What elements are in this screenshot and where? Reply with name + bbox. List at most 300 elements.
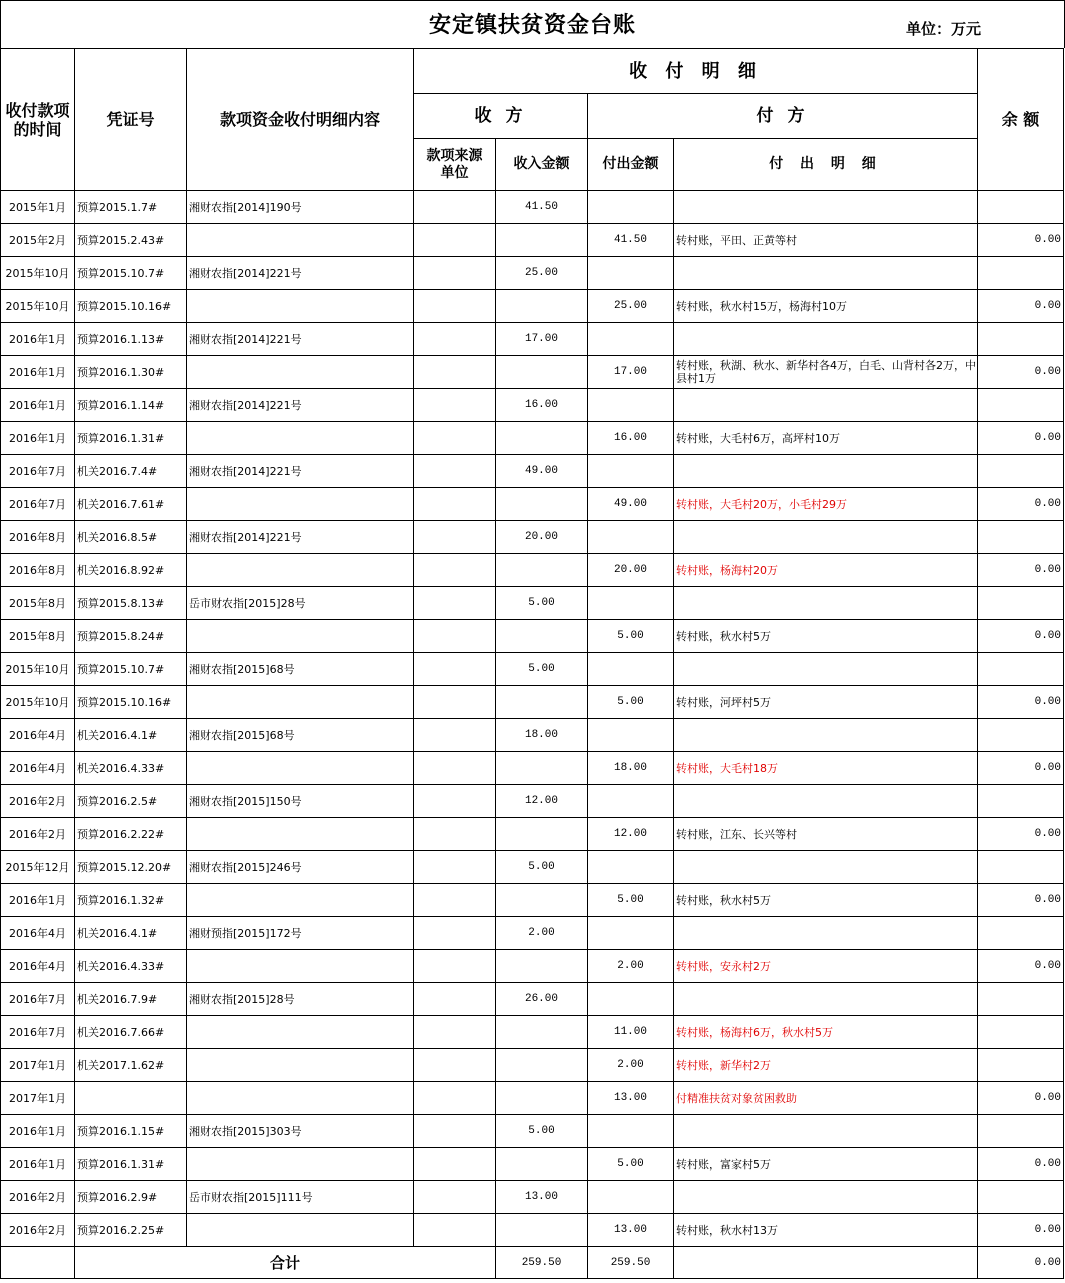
voucher-cell: 机关2016.4.33#: [75, 950, 187, 983]
detail-cell: 转村账，江东、长兴等村: [674, 818, 978, 851]
source-cell: [414, 983, 496, 1016]
source-cell: [414, 620, 496, 653]
voucher-cell: 预算2016.1.31#: [75, 1148, 187, 1181]
content-cell: [187, 488, 414, 521]
content-cell: 湘财农指[2014]221号: [187, 257, 414, 290]
table-row: [1, 983, 1064, 1016]
content-cell: 湘财农指[2015]68号: [187, 653, 414, 686]
payment-cell: 12.00: [588, 818, 674, 851]
payment-cell: [588, 323, 674, 356]
content-cell: [187, 620, 414, 653]
content-cell: 湘财预指[2015]172号: [187, 917, 414, 950]
total-detail-blank: [674, 1247, 978, 1279]
income-cell: [496, 1082, 588, 1115]
date-cell: 2016年1月: [1, 422, 75, 455]
date-cell: 2015年12月: [1, 851, 75, 884]
balance-cell: [978, 323, 1064, 356]
balance-cell: [978, 1049, 1064, 1082]
date-cell: 2015年8月: [1, 587, 75, 620]
content-cell: [187, 1049, 414, 1082]
payment-cell: 16.00: [588, 422, 674, 455]
date-cell: 2016年2月: [1, 785, 75, 818]
balance-cell: [978, 587, 1064, 620]
content-cell: [187, 356, 414, 389]
detail-cell: [674, 785, 978, 818]
total-row: [1, 1247, 1064, 1279]
income-cell: [496, 752, 588, 785]
source-cell: [414, 554, 496, 587]
detail-cell: 转村账，杨海村6万，秋水村5万: [674, 1016, 978, 1049]
table-row: [1, 554, 1064, 587]
source-cell: [414, 191, 496, 224]
total-label: 合计: [75, 1247, 496, 1279]
balance-cell: [978, 455, 1064, 488]
table-row: [1, 1148, 1064, 1181]
source-cell: [414, 422, 496, 455]
date-cell: 2015年10月: [1, 686, 75, 719]
detail-cell: 转村账，平田、正黄等村: [674, 224, 978, 257]
date-cell: 2015年8月: [1, 620, 75, 653]
voucher-cell: 预算2015.10.16#: [75, 290, 187, 323]
detail-cell: [674, 917, 978, 950]
voucher-cell: 机关2016.7.66#: [75, 1016, 187, 1049]
detail-cell: 转村账，杨海村20万: [674, 554, 978, 587]
payment-cell: [588, 653, 674, 686]
payment-cell: 5.00: [588, 620, 674, 653]
voucher-cell: 预算2015.10.7#: [75, 653, 187, 686]
income-cell: 5.00: [496, 587, 588, 620]
voucher-cell: 机关2016.8.5#: [75, 521, 187, 554]
income-cell: [496, 488, 588, 521]
balance-cell: 0.00: [978, 1214, 1064, 1247]
table-row: [1, 224, 1064, 257]
table-row: [1, 257, 1064, 290]
content-cell: [187, 1214, 414, 1247]
balance-cell: 0.00: [978, 290, 1064, 323]
table-row: [1, 290, 1064, 323]
payment-cell: [588, 851, 674, 884]
date-cell: 2015年10月: [1, 653, 75, 686]
date-cell: 2016年7月: [1, 983, 75, 1016]
income-cell: 2.00: [496, 917, 588, 950]
balance-cell: [978, 191, 1064, 224]
payment-cell: [588, 1181, 674, 1214]
detail-cell: [674, 719, 978, 752]
date-cell: 2016年1月: [1, 356, 75, 389]
table-row: [1, 719, 1064, 752]
detail-cell: 转村账，秋湖、秋水、新华村各4万，白毛、山背村各2万，中县村1万: [674, 356, 978, 389]
payment-cell: 2.00: [588, 950, 674, 983]
income-cell: 5.00: [496, 1115, 588, 1148]
voucher-cell: 预算2016.2.5#: [75, 785, 187, 818]
table-row: [1, 785, 1064, 818]
table-row: [1, 191, 1064, 224]
income-cell: 17.00: [496, 323, 588, 356]
date-cell: 2016年4月: [1, 917, 75, 950]
voucher-cell: 机关2016.4.33#: [75, 752, 187, 785]
date-cell: 2015年10月: [1, 257, 75, 290]
date-cell: 2017年1月: [1, 1049, 75, 1082]
balance-cell: [978, 719, 1064, 752]
table-row: [1, 1049, 1064, 1082]
detail-cell: 转村账，新华村2万: [674, 1049, 978, 1082]
balance-cell: 0.00: [978, 686, 1064, 719]
payment-cell: 2.00: [588, 1049, 674, 1082]
income-cell: 26.00: [496, 983, 588, 1016]
content-cell: 岳市财农指[2015]28号: [187, 587, 414, 620]
detail-cell: 转村账，秋水村5万: [674, 884, 978, 917]
source-cell: [414, 323, 496, 356]
table-row: [1, 1214, 1064, 1247]
source-cell: [414, 1181, 496, 1214]
content-cell: 湘财农指[2014]221号: [187, 455, 414, 488]
voucher-cell: 机关2016.4.1#: [75, 917, 187, 950]
voucher-cell: 预算2016.1.15#: [75, 1115, 187, 1148]
table-row: [1, 455, 1064, 488]
source-cell: [414, 488, 496, 521]
detail-cell: 转村账，秋水村5万: [674, 620, 978, 653]
content-cell: 湘财农指[2014]221号: [187, 521, 414, 554]
content-cell: 湘财农指[2015]246号: [187, 851, 414, 884]
voucher-cell: 预算2016.1.13#: [75, 323, 187, 356]
voucher-cell: [75, 1082, 187, 1115]
detail-cell: [674, 983, 978, 1016]
voucher-cell: 预算2016.1.30#: [75, 356, 187, 389]
source-cell: [414, 752, 496, 785]
header-source: 款项来源单位: [414, 139, 496, 191]
content-cell: 湘财农指[2014]190号: [187, 191, 414, 224]
content-cell: [187, 554, 414, 587]
payment-cell: 41.50: [588, 224, 674, 257]
income-cell: 49.00: [496, 455, 588, 488]
date-cell: 2016年2月: [1, 1214, 75, 1247]
detail-cell: 转村账，安永村2万: [674, 950, 978, 983]
voucher-cell: 预算2016.1.14#: [75, 389, 187, 422]
detail-cell: [674, 455, 978, 488]
header-content: 款项资金收付明细内容: [187, 49, 414, 191]
table-row: [1, 521, 1064, 554]
income-cell: 13.00: [496, 1181, 588, 1214]
balance-cell: 0.00: [978, 818, 1064, 851]
detail-cell: [674, 521, 978, 554]
source-cell: [414, 389, 496, 422]
table-row: [1, 917, 1064, 950]
date-cell: 2016年7月: [1, 455, 75, 488]
balance-cell: [978, 653, 1064, 686]
payment-cell: [588, 191, 674, 224]
balance-cell: 0.00: [978, 224, 1064, 257]
content-cell: 湘财农指[2014]221号: [187, 323, 414, 356]
income-cell: [496, 290, 588, 323]
income-cell: [496, 1016, 588, 1049]
page-title: 安定镇扶贫资金台账: [428, 12, 636, 38]
income-cell: [496, 950, 588, 983]
payment-cell: [588, 587, 674, 620]
total-blank-cell: [1, 1247, 75, 1279]
content-cell: 湘财农指[2015]150号: [187, 785, 414, 818]
balance-cell: 0.00: [978, 422, 1064, 455]
payment-cell: [588, 983, 674, 1016]
date-cell: 2016年2月: [1, 818, 75, 851]
payment-cell: 5.00: [588, 1148, 674, 1181]
content-cell: [187, 290, 414, 323]
date-cell: 2015年2月: [1, 224, 75, 257]
content-cell: [187, 1082, 414, 1115]
source-cell: [414, 1049, 496, 1082]
voucher-cell: 预算2015.1.7#: [75, 191, 187, 224]
voucher-cell: 预算2015.2.43#: [75, 224, 187, 257]
total-income: 259.50: [496, 1247, 588, 1279]
income-cell: 5.00: [496, 851, 588, 884]
ledger-table: [0, 48, 1064, 1279]
payment-cell: 13.00: [588, 1082, 674, 1115]
header-balance: 余 额: [978, 49, 1064, 191]
date-cell: 2016年2月: [1, 1181, 75, 1214]
balance-cell: [978, 785, 1064, 818]
source-cell: [414, 290, 496, 323]
income-cell: [496, 1049, 588, 1082]
payment-cell: 49.00: [588, 488, 674, 521]
content-cell: [187, 1016, 414, 1049]
detail-cell: [674, 323, 978, 356]
payment-cell: [588, 257, 674, 290]
income-cell: 41.50: [496, 191, 588, 224]
balance-cell: 0.00: [978, 950, 1064, 983]
table-row: [1, 323, 1064, 356]
table-row: [1, 752, 1064, 785]
header-payment-amount: 付出金额: [588, 139, 674, 191]
balance-cell: [978, 1181, 1064, 1214]
voucher-cell: 预算2015.8.13#: [75, 587, 187, 620]
balance-cell: 0.00: [978, 1148, 1064, 1181]
payment-cell: 25.00: [588, 290, 674, 323]
payment-cell: 17.00: [588, 356, 674, 389]
source-cell: [414, 587, 496, 620]
balance-cell: 0.00: [978, 356, 1064, 389]
source-cell: [414, 257, 496, 290]
unit-label: 单位：万元: [906, 20, 982, 38]
source-cell: [414, 884, 496, 917]
source-cell: [414, 686, 496, 719]
date-cell: 2016年1月: [1, 323, 75, 356]
detail-cell: [674, 653, 978, 686]
date-cell: 2016年1月: [1, 389, 75, 422]
table-row: [1, 851, 1064, 884]
balance-cell: [978, 983, 1064, 1016]
date-cell: 2016年1月: [1, 1148, 75, 1181]
payment-cell: [588, 719, 674, 752]
voucher-cell: 机关2016.7.4#: [75, 455, 187, 488]
table-row: [1, 1082, 1064, 1115]
income-cell: 18.00: [496, 719, 588, 752]
payment-cell: 20.00: [588, 554, 674, 587]
detail-cell: [674, 389, 978, 422]
source-cell: [414, 1148, 496, 1181]
table-row: [1, 389, 1064, 422]
voucher-cell: 预算2015.8.24#: [75, 620, 187, 653]
header-detail-group: 收 付 明 细: [414, 49, 978, 94]
source-cell: [414, 719, 496, 752]
table-row: [1, 587, 1064, 620]
voucher-cell: 机关2016.4.1#: [75, 719, 187, 752]
detail-cell: [674, 587, 978, 620]
source-cell: [414, 1016, 496, 1049]
balance-cell: 0.00: [978, 1082, 1064, 1115]
payment-cell: [588, 455, 674, 488]
total-payment: 259.50: [588, 1247, 674, 1279]
income-cell: [496, 686, 588, 719]
content-cell: [187, 686, 414, 719]
source-cell: [414, 785, 496, 818]
detail-cell: 转村账，秋水村13万: [674, 1214, 978, 1247]
source-cell: [414, 950, 496, 983]
header-income-group: 收 方: [414, 94, 588, 139]
payment-cell: 11.00: [588, 1016, 674, 1049]
voucher-cell: 预算2016.2.25#: [75, 1214, 187, 1247]
detail-cell: 转村账，大毛村20万，小毛村29万: [674, 488, 978, 521]
date-cell: 2016年7月: [1, 1016, 75, 1049]
detail-cell: 转村账，大毛村18万: [674, 752, 978, 785]
detail-cell: [674, 1115, 978, 1148]
income-cell: [496, 818, 588, 851]
income-cell: 12.00: [496, 785, 588, 818]
content-cell: [187, 884, 414, 917]
balance-cell: [978, 1115, 1064, 1148]
table-row: [1, 1115, 1064, 1148]
voucher-cell: 预算2016.2.22#: [75, 818, 187, 851]
date-cell: 2015年1月: [1, 191, 75, 224]
voucher-cell: 预算2016.2.9#: [75, 1181, 187, 1214]
income-cell: [496, 554, 588, 587]
date-cell: 2016年8月: [1, 521, 75, 554]
date-cell: 2016年1月: [1, 884, 75, 917]
detail-cell: [674, 191, 978, 224]
date-cell: 2016年4月: [1, 752, 75, 785]
header-payment-detail: 付 出 明 细: [674, 139, 978, 191]
voucher-cell: 机关2016.7.61#: [75, 488, 187, 521]
table-row: [1, 1181, 1064, 1214]
source-cell: [414, 1214, 496, 1247]
detail-cell: 转村账，秋水村15万，杨海村10万: [674, 290, 978, 323]
header-voucher: 凭证号: [75, 49, 187, 191]
table-row: [1, 950, 1064, 983]
detail-cell: 转村账，河坪村5万: [674, 686, 978, 719]
source-cell: [414, 1082, 496, 1115]
content-cell: [187, 818, 414, 851]
payment-cell: 5.00: [588, 884, 674, 917]
balance-cell: 0.00: [978, 884, 1064, 917]
payment-cell: [588, 389, 674, 422]
detail-cell: 转村账，大毛村6万，高坪村10万: [674, 422, 978, 455]
income-cell: [496, 884, 588, 917]
income-cell: 16.00: [496, 389, 588, 422]
income-cell: [496, 422, 588, 455]
content-cell: 湘财农指[2015]28号: [187, 983, 414, 1016]
balance-cell: 0.00: [978, 752, 1064, 785]
income-cell: 25.00: [496, 257, 588, 290]
balance-cell: 0.00: [978, 488, 1064, 521]
detail-cell: [674, 257, 978, 290]
content-cell: [187, 224, 414, 257]
balance-cell: 0.00: [978, 620, 1064, 653]
income-cell: 5.00: [496, 653, 588, 686]
date-cell: 2016年7月: [1, 488, 75, 521]
table-row: [1, 422, 1064, 455]
income-cell: [496, 356, 588, 389]
table-row: [1, 488, 1064, 521]
voucher-cell: 机关2017.1.62#: [75, 1049, 187, 1082]
header-income-amount: 收入金额: [496, 139, 588, 191]
content-cell: [187, 950, 414, 983]
detail-cell: 付精准扶贫对象贫困救助: [674, 1082, 978, 1115]
balance-cell: 0.00: [978, 554, 1064, 587]
voucher-cell: 预算2016.1.31#: [75, 422, 187, 455]
content-cell: 岳市财农指[2015]111号: [187, 1181, 414, 1214]
payment-cell: [588, 521, 674, 554]
voucher-cell: 机关2016.8.92#: [75, 554, 187, 587]
content-cell: [187, 1148, 414, 1181]
voucher-cell: 预算2015.10.7#: [75, 257, 187, 290]
date-cell: 2016年1月: [1, 1115, 75, 1148]
income-cell: [496, 620, 588, 653]
source-cell: [414, 851, 496, 884]
content-cell: 湘财农指[2014]221号: [187, 389, 414, 422]
balance-cell: [978, 389, 1064, 422]
header-date: 收付款项的时间: [1, 49, 75, 191]
content-cell: [187, 752, 414, 785]
income-cell: 20.00: [496, 521, 588, 554]
table-row: [1, 686, 1064, 719]
income-cell: [496, 224, 588, 257]
content-cell: [187, 422, 414, 455]
total-balance: 0.00: [978, 1247, 1064, 1279]
balance-cell: [978, 917, 1064, 950]
balance-cell: [978, 851, 1064, 884]
detail-cell: [674, 1181, 978, 1214]
payment-cell: 13.00: [588, 1214, 674, 1247]
header-row-1: [1, 49, 1064, 94]
table-row: [1, 1016, 1064, 1049]
content-cell: 湘财农指[2015]303号: [187, 1115, 414, 1148]
detail-cell: 转村账，富家村5万: [674, 1148, 978, 1181]
source-cell: [414, 356, 496, 389]
voucher-cell: 预算2015.10.16#: [75, 686, 187, 719]
balance-cell: [978, 1016, 1064, 1049]
table-row: [1, 356, 1064, 389]
date-cell: 2016年4月: [1, 719, 75, 752]
voucher-cell: 机关2016.7.9#: [75, 983, 187, 1016]
table-row: [1, 620, 1064, 653]
date-cell: 2016年8月: [1, 554, 75, 587]
header-payment-group: 付 方: [588, 94, 978, 139]
payment-cell: [588, 785, 674, 818]
date-cell: 2017年1月: [1, 1082, 75, 1115]
payment-cell: 18.00: [588, 752, 674, 785]
source-cell: [414, 455, 496, 488]
source-cell: [414, 1115, 496, 1148]
voucher-cell: 预算2015.12.20#: [75, 851, 187, 884]
payment-cell: [588, 1115, 674, 1148]
payment-cell: [588, 917, 674, 950]
balance-cell: [978, 257, 1064, 290]
table-row: [1, 884, 1064, 917]
date-cell: 2016年4月: [1, 950, 75, 983]
source-cell: [414, 521, 496, 554]
balance-cell: [978, 521, 1064, 554]
voucher-cell: 预算2016.1.32#: [75, 884, 187, 917]
table-row: [1, 653, 1064, 686]
date-cell: 2015年10月: [1, 290, 75, 323]
